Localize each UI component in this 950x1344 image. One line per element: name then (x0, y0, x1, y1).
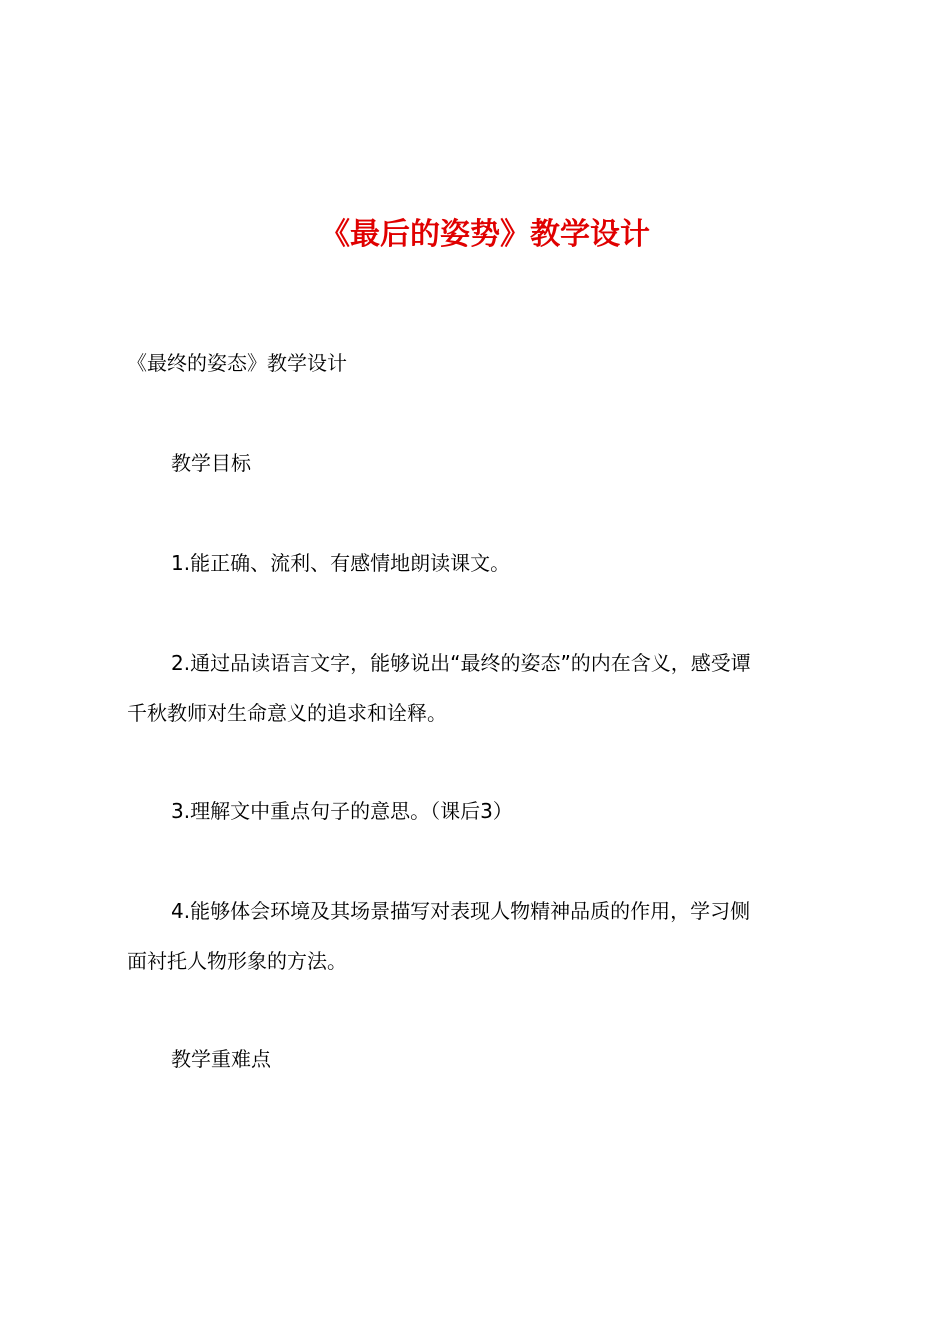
goal-2-line-2: 千秋教师对生命意义的追求和诠释。 (127, 701, 447, 725)
subtitle-line: 《最终的姿态》教学设计 (127, 351, 347, 375)
document-title: 《最后的姿势》教学设计 (320, 217, 650, 252)
goal-2-line-1: 2.通过品读语言文字，能够说出“最终的姿态”的内在含义，感受谭 (171, 651, 751, 675)
goal-4-line-1: 4.能够体会环境及其场景描写对表现人物精神品质的作用，学习侧 (171, 899, 751, 923)
goal-4-line-2: 面衬托人物形象的方法。 (127, 949, 347, 973)
goals-heading: 教学目标 (171, 451, 251, 475)
key-points-heading: 教学重难点 (171, 1047, 271, 1071)
goal-3: 3.理解文中重点句子的意思。（课后3） (171, 799, 513, 823)
goal-1: 1.能正确、流利、有感情地朗读课文。 (171, 551, 511, 575)
